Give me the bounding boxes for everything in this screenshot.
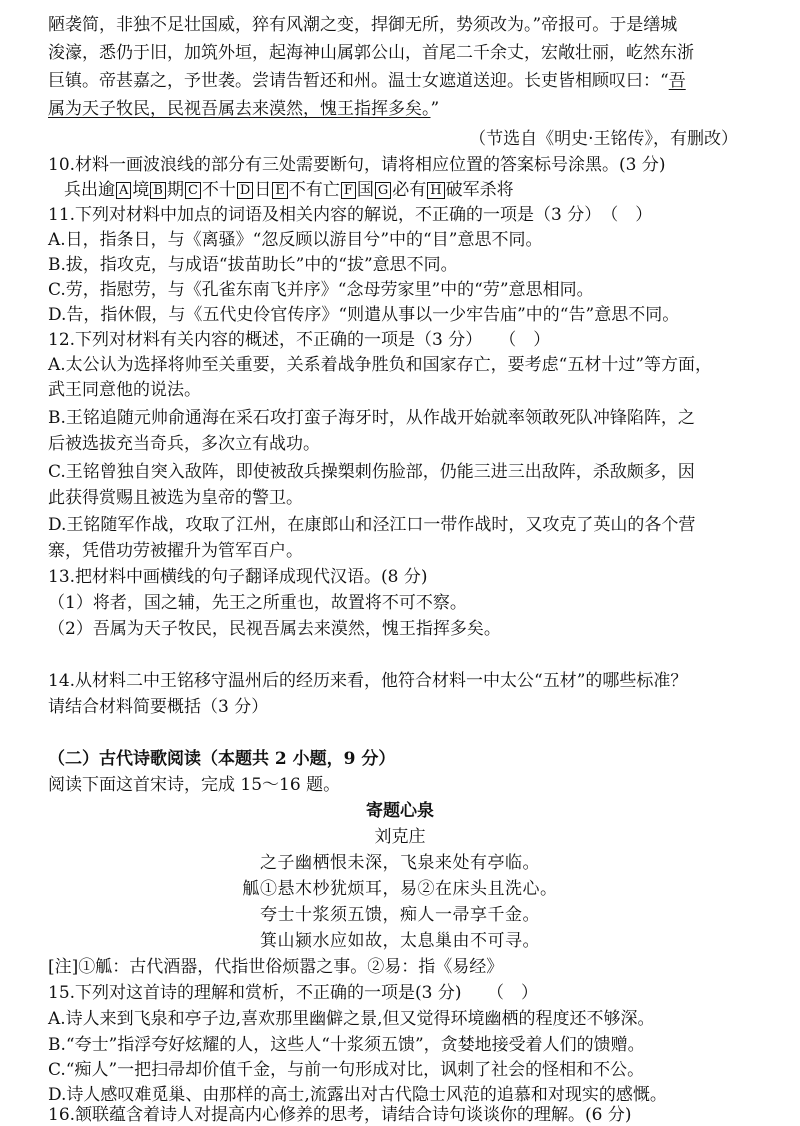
passage-source: （节选自《明史·王铭传》，有删改） xyxy=(469,129,738,149)
option-a: A.日，指条日，与《离骚》“忽反顾以游目兮”中的“目”意思不同。 xyxy=(48,230,543,250)
passage-line: 浚濠，悉仍于旧，加筑外垣，起海神山属郭公山，首尾二千余丈，宏敞壮丽，屹然东浙 xyxy=(48,43,694,63)
poem-note: [注]①觚：古代酒器，代指世俗烦嚣之事。②易：指《易经》 xyxy=(48,957,504,977)
option-c-line1: C.王铭曾独自突入敌阵，即使被敌兵操槊刺伤脸部，仍能三进三出敌阵，杀敌颇多，因 xyxy=(48,462,695,482)
poem-line: 之子幽栖恨未深，飞泉来处有亭临。 xyxy=(260,853,540,873)
option-a-line2: 武王同意他的说法。 xyxy=(48,380,201,400)
section-heading: （二）古代诗歌阅读（本题共 2 小题，9 分） xyxy=(48,749,396,769)
poem-line: 觚①悬木杪犹烦耳，易②在床头且洗心。 xyxy=(242,879,558,899)
answer-box-d[interactable]: D xyxy=(237,182,253,199)
question-13-stem: 13.把材料中画横线的句子翻译成现代汉语。(8 分) xyxy=(48,567,428,587)
answer-box-a[interactable]: A xyxy=(116,182,131,199)
underlined-sentence: 属为天子牧民，民视吾属去来漠然，愧王指挥多矣。 xyxy=(48,99,431,119)
question-14-line1: 14.从材料二中王铭移守温州后的经历来看，他符合材料一中太公“五材”的哪些标准？ xyxy=(48,671,688,691)
poem-line: 箕山颍水应如故，太息巢由不可寻。 xyxy=(260,931,540,951)
underlined-sentence-start: 吾 xyxy=(668,71,686,91)
option-d: D.告，指休假，与《五代史伶官传序》“则遣从事以一少牢告庙”中的“告”意思不同。 xyxy=(48,305,680,325)
question-10-sentence: 兵出逾 A 境 B 期 C 不十 D 日 E 不有亡 F 国 G 必有 H 破军杀将 xyxy=(64,180,514,200)
poem-author: 刘克庄 xyxy=(374,827,426,847)
option-d: D.诗人感叹难觅巢、由那样的高士,流露出对古代隐士风范的追慕和对现实的感慨。 xyxy=(48,1085,667,1105)
answer-box-b[interactable]: B xyxy=(150,182,166,199)
question-12-stem: 12.下列对材料有关内容的概述，不正确的一项是（3 分） （ ） xyxy=(48,330,551,350)
section-intro: 阅读下面这首宋诗，完成 15～16 题。 xyxy=(48,775,341,795)
option-b-line1: B.王铭追随元帅俞通海在采石攻打蛮子海牙时，从作战开始就率领敢死队冲锋陷阵，之 xyxy=(48,408,695,428)
question-10-stem: 10.材料一画波浪线的部分有三处需要断句，请将相应位置的答案标号涂黑。(3 分) xyxy=(48,155,666,175)
passage-line: 巨镇。帝甚嘉之，予世袭。尝请告暂还和州。温士女遮道送迎。长吏皆相顾叹曰：“吾 xyxy=(48,71,686,91)
question-14-line2: 请结合材料简要概括（3 分） xyxy=(48,697,269,717)
option-c: C.“痴人”一把扫帚却价值千金，与前一句形成对比，讽刺了社会的怪相和不公。 xyxy=(48,1060,645,1080)
poem-title: 寄题心泉 xyxy=(366,801,434,821)
answer-box-f[interactable]: F xyxy=(341,182,356,199)
option-b-line2: 后被选拔充当奇兵，多次立有战功。 xyxy=(48,434,320,454)
option-b: B.“夸士”指浮夸好炫耀的人，这些人“十浆须五馈”，贪婪地接受着人们的馈赠。 xyxy=(48,1035,645,1055)
option-c: C.劳，指慰劳，与《孔雀东南飞并序》“念母劳家里”中的“劳”意思相同。 xyxy=(48,280,594,300)
option-d-line2: 寨，凭借功劳被擢升为管军百户。 xyxy=(48,541,303,561)
question-11-stem: 11.下列对材料中加点的词语及相关内容的解说，不正确的一项是（3 分） （ ） xyxy=(48,205,653,225)
answer-box-g[interactable]: G xyxy=(375,182,391,199)
option-d-line1: D.王铭随军作战，攻取了江州，在康郎山和泾江口一带作战时，又攻克了英山的各个营 xyxy=(48,515,696,535)
passage-line: 属为天子牧民，民视吾属去来漠然，愧王指挥多矣。” xyxy=(48,99,440,119)
answer-box-e[interactable]: E xyxy=(272,182,288,199)
poem-line: 夸士十浆须五馈，痴人一帚享千金。 xyxy=(260,905,540,925)
option-b: B.拔，指攻克，与成语“拔苗助长”中的“拔”意思不同。 xyxy=(48,255,458,275)
answer-box-h[interactable]: H xyxy=(427,182,444,199)
question-15-stem: 15.下列对这首诗的理解和赏析，不正确的一项是(3 分) （ ） xyxy=(48,983,539,1003)
answer-box-c[interactable]: C xyxy=(185,182,201,199)
option-a: A.诗人来到飞泉和亭子边,喜欢那里幽僻之景,但又觉得环境幽栖的程度还不够深。 xyxy=(48,1009,655,1029)
option-c-line2: 此获得赏赐且被选为皇帝的警卫。 xyxy=(48,488,303,508)
option-a-line1: A.太公认为选择将帅至关重要，关系着战争胜负和国家存亡，要考虑“五材十过”等方面， xyxy=(48,355,713,375)
passage-line: 陋袭简，非独不足壮国威，猝有风潮之变，捍御无所，势须改为。”帝报可。于是缮城 xyxy=(48,15,678,35)
translate-item-2: （2）吾属为天子牧民，民视吾属去来漠然，愧王指挥多矣。 xyxy=(48,619,501,639)
translate-item-1: （1）将者，国之辅，先王之所重也，故置将不可不察。 xyxy=(48,593,467,613)
question-16-stem: 16.颔联蕴含着诗人对提高内心修养的思考，请结合诗句谈谈你的理解。(6 分) xyxy=(48,1105,632,1125)
